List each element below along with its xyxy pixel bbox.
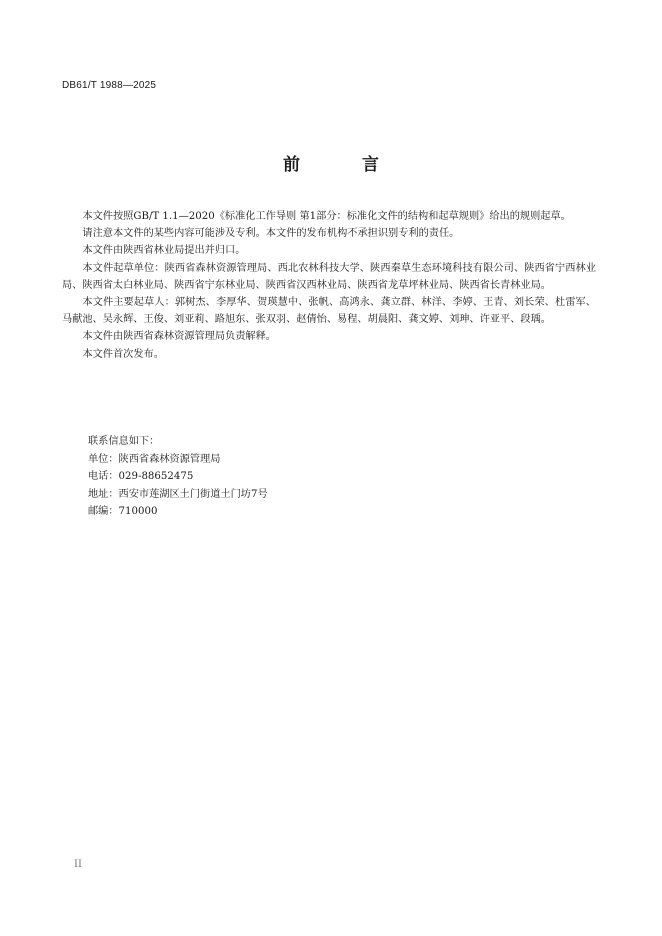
paragraph-patent-notice: 请注意本文件的某些内容可能涉及专利。本文件的发布机构不承担识别专利的责任。 <box>82 228 460 240</box>
foreword-body <box>62 208 596 363</box>
page-title: 前 言 <box>283 155 407 175</box>
contact-postcode: 邮编：710000 <box>88 506 158 518</box>
paragraph-drafting-units: 本文件起草单位：陕西省森林资源管理局、西北农林科技大学、陕西秦草生态环境科技有限公司、陕西省宁西林业局、陕西省太白林业局、陕西省宁东林业局、陕西省汉西林业局、陕西省龙草坪林业局、陕西省长青林业局。 <box>62 262 596 291</box>
paragraph-proposer: 本文件由陕西省林业局提出并归口。 <box>82 245 246 257</box>
document-code: DB61/T 1988—2025 <box>62 80 157 91</box>
contact-address: 地址：西安市莲湖区土门街道土门坊7号 <box>88 488 268 500</box>
contact-heading: 联系信息如下： <box>88 436 160 447</box>
paragraph-drafters: 本文件主要起草人：郭树杰、李厚华、贺瑛慧中、张帆、高鸿永、龚立群、林洋、李婷、王青、刘长荣、杜雷军、马献池、吴永辉、王俊、刘亚莉、路旭东、张双羽、赵倩怡、易程、胡晨阳、龚文婷、刘珅、许亚平、段瑀。 <box>62 297 596 326</box>
paragraph-interpretation: 本文件由陕西省森林资源管理局负责解释。 <box>82 331 276 343</box>
page-number: II <box>74 859 82 870</box>
contact-unit: 单位：陕西省森林资源管理局 <box>88 453 221 465</box>
contact-phone: 电话：029-88652475 <box>88 471 194 483</box>
paragraph-drafting-rules: 本文件按照GB/T 1.1—2020《标准化工作导则 第1部分：标准化文件的结构和起草规则》给出的规则起草。 <box>82 211 571 222</box>
contact-info <box>88 433 268 521</box>
paragraph-first-release: 本文件首次发布。 <box>82 348 164 360</box>
